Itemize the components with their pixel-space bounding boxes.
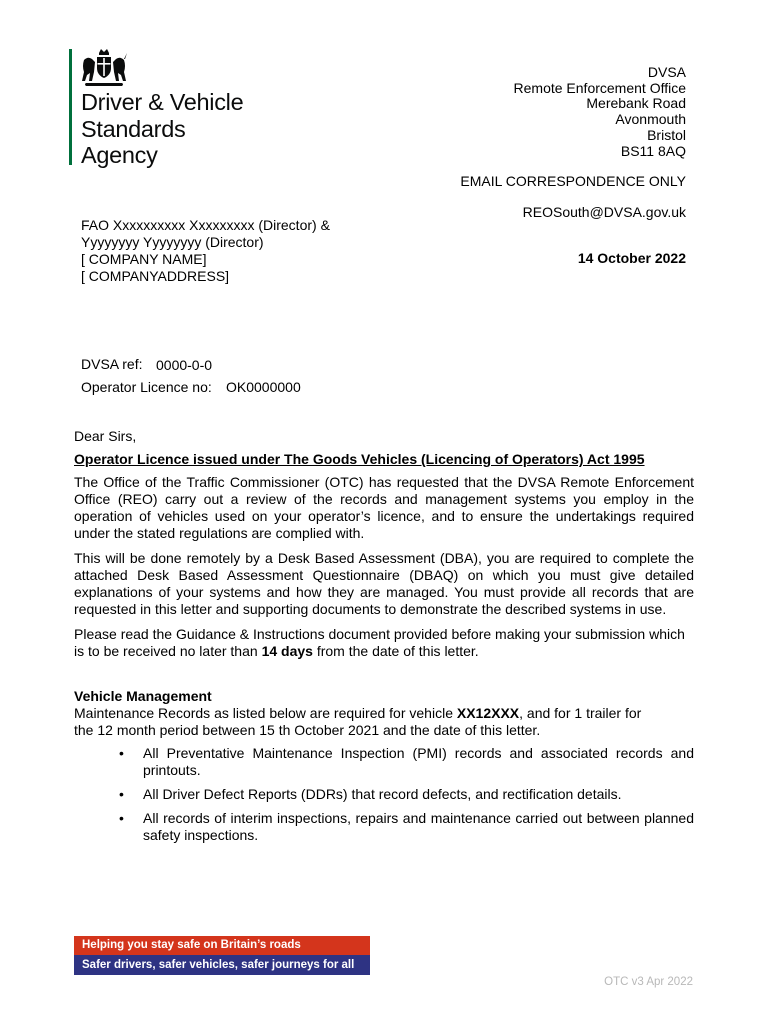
vehicle-registration: XX12XXX xyxy=(456,705,520,721)
agency-logo-text xyxy=(81,89,243,169)
royal-coat-of-arms-icon xyxy=(80,48,128,88)
recipient-line: Yyyyyyyy Yyyyyyyy (Director) xyxy=(81,234,264,250)
deadline-text: Please read the Guidance & Instructions document provided before making your submission which is to be received no later than xyxy=(74,626,685,659)
sender-email[interactable]: REOSouth@DVSA.gov.uk xyxy=(522,204,686,220)
list-item xyxy=(74,810,694,844)
email-correspondence-notice: EMAIL CORRESPONDENCE ONLY xyxy=(460,173,686,189)
vehicle-intro-line xyxy=(74,705,694,722)
sender-address xyxy=(514,65,686,159)
recipient-line: FAO Xxxxxxxxxx Xxxxxxxxx (Director) & xyxy=(81,217,330,233)
salutation: Dear Sirs, xyxy=(74,428,137,444)
vehicle-intro-line: the 12 month period between 15 th October 2021 and the date of this letter. xyxy=(74,722,541,738)
list-item-text: All records of interim inspections, repairs and maintenance carried out between planned safety inspections. xyxy=(143,810,694,843)
letter-subject-heading: Operator Licence issued under The Goods Vehicles (Licencing of Operators) Act 1995 xyxy=(74,451,645,467)
paragraph-otc-request: The Office of the Traffic Commissioner (OTC) has requested that the DVSA Remote Enforcement Office (REO) carry out a review of the records and management systems you employ in the operation of vehicles used on your operator’s licence, and to ensure the undertakings required under the stated regulations are complied with. xyxy=(74,474,694,541)
deadline-text: from the date of this letter. xyxy=(312,643,479,659)
address-line: Bristol xyxy=(647,126,686,143)
recipient-line: [ COMPANY NAME] xyxy=(81,251,207,267)
vehicle-intro-text: Maintenance Records as listed below are required for vehicle xyxy=(74,705,457,721)
dvsa-ref-label: DVSA ref: xyxy=(81,356,143,372)
operator-licence-label: Operator Licence no: xyxy=(81,379,212,395)
agency-logo-line: Agency xyxy=(81,142,158,168)
vehicle-management-heading: Vehicle Management xyxy=(74,688,212,704)
banner-top-strip: Helping you stay safe on Britain’s roads xyxy=(74,936,370,955)
agency-logo-line: Standards xyxy=(81,115,186,142)
required-records-list xyxy=(74,745,694,851)
deadline-days: 14 days xyxy=(261,643,313,659)
address-line: Remote Enforcement Office xyxy=(513,79,686,96)
bullet-icon: • xyxy=(119,745,124,761)
bullet-icon: • xyxy=(119,786,124,802)
list-item xyxy=(74,745,694,779)
vehicle-management-intro xyxy=(74,705,694,739)
list-item-text: All Preventative Maintenance Inspection (PMI) records and associated records and printouts. xyxy=(143,745,694,778)
address-line: Avonmouth xyxy=(615,111,686,128)
address-line: BS11 8AQ xyxy=(620,142,686,159)
address-line: DVSA xyxy=(647,64,686,80)
vehicle-intro-text: , and for 1 trailer for xyxy=(519,705,642,721)
logo-accent-bar xyxy=(69,49,72,165)
bullet-icon: • xyxy=(119,810,124,826)
dvsa-ref-value: 0000-0-0 xyxy=(156,357,213,373)
paragraph-guidance-deadline xyxy=(74,626,694,660)
paragraph-desk-based-assessment: This will be done remotely by a Desk Based Assessment (DBA), you are required to complete the attached Desk Based Assessment Questionnaire (DBAQ) on which you must give detailed explanations of your systems and how they are managed. You must provide all records that are requested in this letter and supporting documents to demonstrate the described systems in use. xyxy=(74,550,694,617)
banner-bottom-strip: Safer drivers, safer vehicles, safer journeys for all xyxy=(74,955,370,975)
list-item-text: All Driver Defect Reports (DDRs) that record defects, and rectification details. xyxy=(143,786,622,802)
address-line: Merebank Road xyxy=(586,95,686,112)
list-item xyxy=(74,786,694,803)
recipient-address xyxy=(81,217,330,285)
document-version: OTC v3 Apr 2022 xyxy=(604,976,693,988)
recipient-line: [ COMPANYADDRESS] xyxy=(81,268,230,284)
agency-logo-line: Driver & Vehicle xyxy=(81,89,244,115)
operator-licence-value: OK0000000 xyxy=(226,379,301,395)
letter-date: 14 October 2022 xyxy=(577,250,686,266)
footer-banner xyxy=(74,936,370,975)
